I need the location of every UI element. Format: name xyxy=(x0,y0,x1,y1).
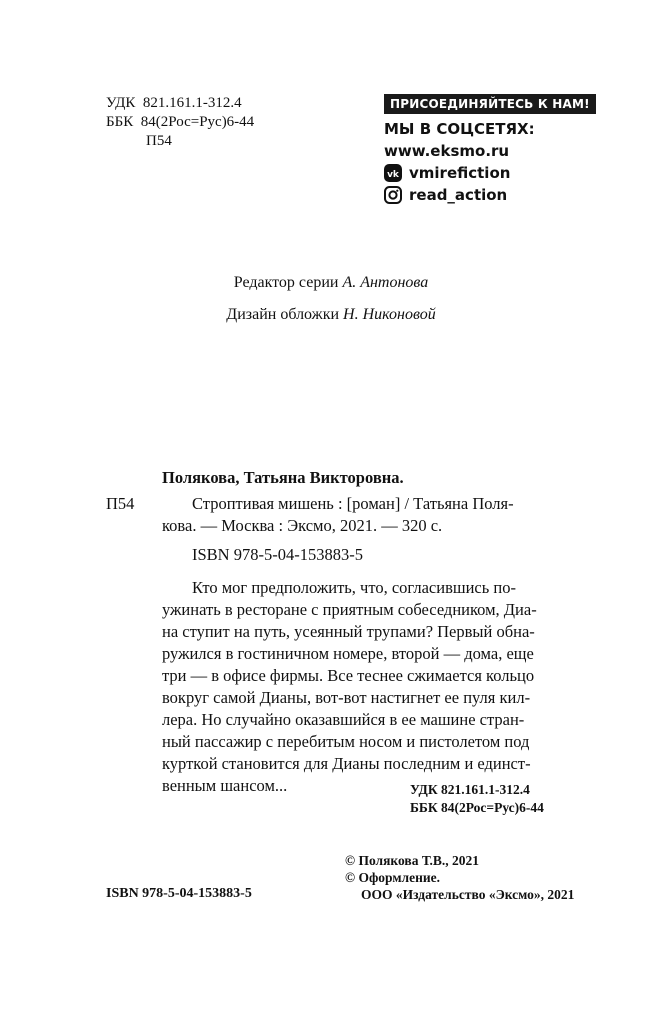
annotation-line: венным шансом... xyxy=(162,776,288,795)
website-link[interactable]: www.eksmo.ru xyxy=(384,142,510,160)
vk-icon xyxy=(384,164,402,182)
bbk-repeat: ББК 84(2Рос=Рус)6-44 xyxy=(410,800,544,815)
copyright-author: © Полякова Т.В., 2021 xyxy=(345,853,479,868)
annotation-line: ный пассажир с перебитым носом и пистолетом под xyxy=(162,732,530,751)
social-block xyxy=(384,94,596,206)
udk-label: УДК xyxy=(106,95,136,111)
join-banner: ПРИСОЕДИНЯЙТЕСЬ К НАМ! xyxy=(384,94,596,114)
annotation-line: на ступит на путь, усеянный трупами? Первый обна- xyxy=(162,622,535,641)
svg-text:vk: vk xyxy=(387,170,399,180)
cover-design-line xyxy=(0,306,662,324)
annotation-line: курткой становится для Дианы последним и единст- xyxy=(162,754,531,773)
udk-value: 821.161.1-312.4 xyxy=(142,95,242,111)
annotation-line: лера. Но случайно оказавшийся в ее машине стран- xyxy=(162,710,525,729)
classification-block xyxy=(106,94,254,151)
catalog-mark: П54 xyxy=(106,494,135,513)
footer-isbn: ISBN 978-5-04-153883-5 xyxy=(106,886,252,901)
annotation-line: Кто мог предположить, что, согласившись по- xyxy=(192,578,516,597)
udk-line xyxy=(106,94,254,113)
series-editor-name: А. Антонова xyxy=(342,274,429,291)
cover-design-name: Н. Никоновой xyxy=(343,306,436,323)
bbk-label: ББК xyxy=(106,114,134,130)
socials-heading: МЫ В СОЦСЕТЯХ: xyxy=(384,120,535,138)
bbk-line xyxy=(106,113,254,132)
copyright-design: © Оформление. xyxy=(345,870,441,885)
annotation-line: ружился в гостиничном номере, второй — дома, еще xyxy=(162,644,534,663)
author-mark: П54 xyxy=(146,133,172,149)
annotation xyxy=(162,577,590,797)
catalog-entry-line1: Строптивая мишень : [роман] / Татьяна Поля- xyxy=(192,494,514,513)
instagram-icon xyxy=(384,186,402,204)
annotation-line: ужинать в ресторане с приятным собеседником, Диа- xyxy=(162,600,537,619)
catalog-entry-line2: кова. — Москва : Эксмо, 2021. — 320 с. xyxy=(162,516,443,535)
cover-design-label: Дизайн обложки xyxy=(226,306,340,323)
publisher-line: ООО «Издательство «Эксмо», 2021 xyxy=(361,887,575,902)
annotation-line: три — в офисе фирмы. Все теснее сжимается кольцо xyxy=(162,666,535,685)
vk-handle: vmirefiction xyxy=(409,164,511,182)
catalog-author: Полякова, Татьяна Викторовна. xyxy=(162,468,404,487)
bbk-value: 84(2Рос=Рус)6-44 xyxy=(140,114,255,130)
catalog-isbn: ISBN 978-5-04-153883-5 xyxy=(192,545,363,564)
series-editor-line xyxy=(0,274,662,292)
vk-row[interactable] xyxy=(384,162,596,184)
series-editor-label: Редактор серии xyxy=(233,274,339,291)
annotation-line: вокруг самой Дианы, вот-вот настигнет ее пуля кил- xyxy=(162,688,531,707)
udk-repeat: УДК 821.161.1-312.4 xyxy=(410,782,530,797)
instagram-handle: read_action xyxy=(409,186,508,204)
instagram-row[interactable] xyxy=(384,184,596,206)
